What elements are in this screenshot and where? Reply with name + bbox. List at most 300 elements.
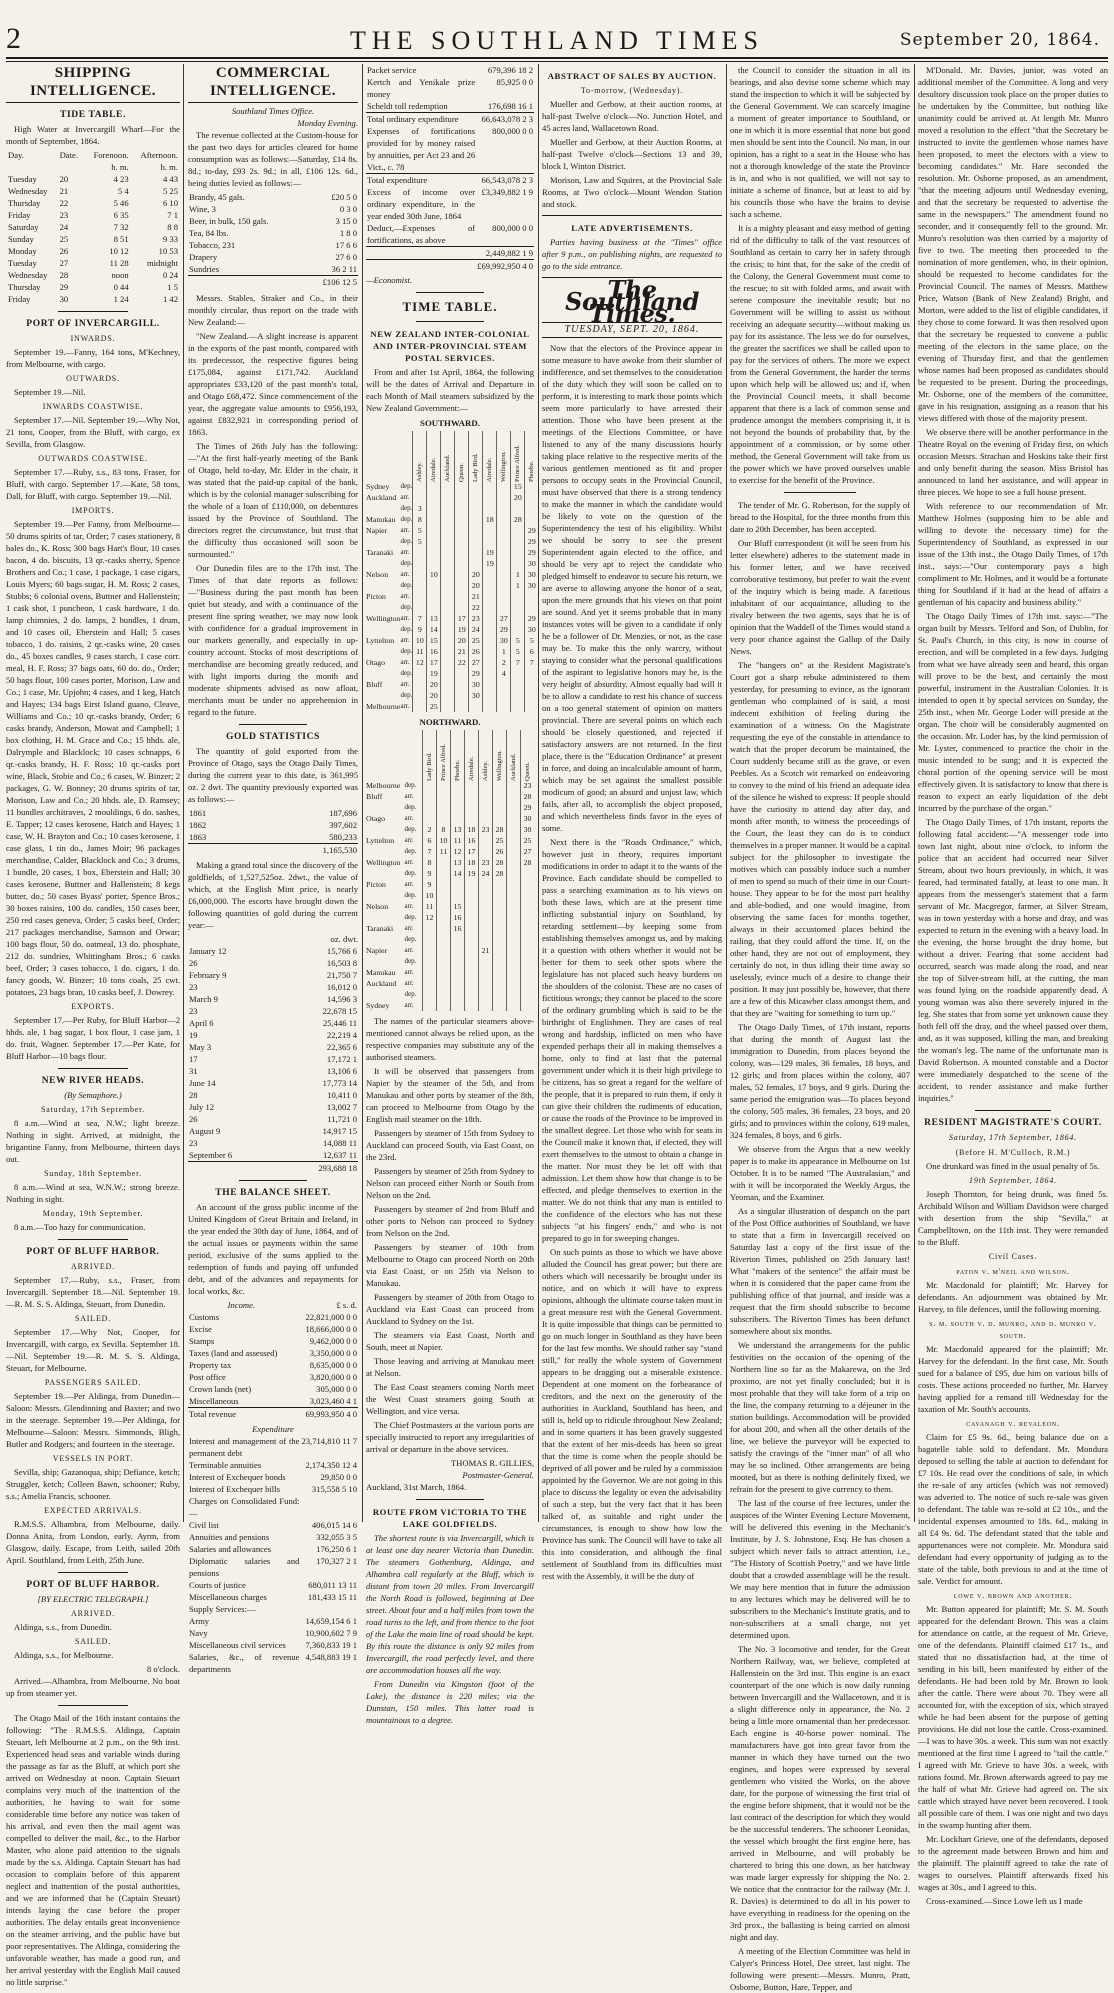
grand-total-row [366, 260, 534, 273]
timetable-day [413, 580, 427, 591]
timetable-day: 25 [469, 635, 483, 646]
escort-row-amount: 14,596 3 [326, 994, 357, 1004]
blank-cell [366, 247, 476, 260]
timetable-arr-dep: dep. [400, 691, 413, 699]
timetable-day [451, 813, 465, 824]
steamer-name-header [497, 431, 511, 481]
dunedin-text: Our Dunedin files are to the 17th inst. The Times of that date reports as follows:—"Business during the past month has been quiet but steady, and with a continuance of the present fine spring weather, we may now look with confidence for a gradual improvement in our markets generally, and especially in up-country account. Stocks of most descriptions of merchandise are becoming greatly reduced, and with light imports during the month and moderate shipments advised as now afloat, merchants must be under no apprehension in regard to the future. [188, 563, 358, 717]
expenditure-row-amount [300, 1603, 358, 1615]
timetable-day [497, 580, 511, 591]
balance-value: 2,449,882 1 9 [476, 247, 534, 260]
column-divider [183, 64, 184, 1522]
monday-heading: Monday, 19th September. [42, 1209, 144, 1218]
route-text: The shortest route is via Invercargill, which is at least one day nearer Victoria than Dunedin. The steamers Gothenburg, Aldinga, and Alhambra call regularly at the Bluff, which is distant from town 20 miles. From Invercargill the North Road is followed, beginning at Dee street. About four and a half miles from town the road turns to the left, and from thence to the foot of the Lake the main line of road should be kept. By this route the distance is only 92 miles from Invercargill, the road perfectly level, and there are accommodation houses all the way. [366, 1533, 534, 1675]
blank-cell [188, 844, 247, 857]
expenditure-row-label: Miscellaneous charges [189, 1592, 267, 1602]
timetable-port: Sydney [366, 482, 390, 491]
timetable-day [483, 536, 497, 547]
income-row [188, 1335, 358, 1347]
timetable-day [423, 923, 437, 934]
timetable-day [441, 690, 455, 701]
gold-year-row [188, 831, 358, 844]
timetable-row [366, 536, 538, 547]
timetable-day [437, 945, 451, 956]
timetable-day [441, 624, 455, 635]
tide-row [6, 173, 180, 185]
gold-year-row-label: 1863 [189, 832, 207, 842]
tide-rows [6, 173, 180, 305]
timetable-day [451, 978, 465, 989]
timetable-day [525, 602, 539, 613]
expected-text: R.M.S.S. Alhambra, from Melbourne, daily. Donna Anita, from London, early. Ayrm, from Glasgow, daily. Escape, from Leith, sailed 20th April. Southland, from Leith, 25th June. [6, 1519, 180, 1565]
timetable-day [507, 890, 521, 901]
timetable-day [465, 956, 479, 967]
timetable-day [493, 780, 507, 791]
timetable-day [479, 934, 493, 945]
tide-cell: 0 44 [113, 282, 129, 292]
timetable-port: Melbourne [366, 781, 401, 790]
timetable-day [511, 690, 525, 701]
timetable-day [507, 857, 521, 868]
gold-year-row [188, 807, 358, 819]
telegraph-note: [BY ELECTRIC TELEGRAPH.] [37, 1594, 149, 1604]
timetable-day [511, 701, 525, 712]
timetable-day: 17 [455, 613, 469, 624]
timetable-note: The Chief Postmasters at the various ports are specially instructed to report any irregularities of arrival or departure in the above services. [366, 1420, 534, 1454]
timetable-day: 26 [469, 646, 483, 657]
timetable-day [507, 846, 521, 857]
timetable-day [469, 492, 483, 503]
timetable-day [451, 879, 465, 890]
escort-row-amount: 14,917 15 [322, 1126, 357, 1136]
timetable-day [521, 956, 535, 967]
excess-label: Excess of income over ordinary expenditure, in the year ended 30th June, 1864 [367, 187, 476, 221]
timetable-note: Passengers by steamer of 10th from Melbourne to Otago can proceed North on 20th via East Coast, or on 25th via Nelson to Manukau. [366, 1242, 534, 1288]
timetable-day: 2 [497, 657, 511, 668]
timetable-day: 18 [465, 857, 479, 868]
income-row [188, 1347, 358, 1359]
escort-row-amount: 22,678 15 [322, 1006, 357, 1016]
timetable-row [366, 868, 534, 879]
timetable-day [511, 547, 525, 558]
timetable-day [483, 613, 497, 624]
income-row-label: Crown lands (net) [189, 1384, 252, 1394]
timetable-day [511, 679, 525, 690]
steamer-name: Auckland. [444, 454, 452, 482]
timetable-day: 23 [479, 857, 493, 868]
escort-row [188, 1101, 358, 1113]
timetable-day [507, 978, 521, 989]
tide-row [6, 221, 180, 233]
income-row [188, 1323, 358, 1335]
income-row [188, 1311, 358, 1323]
passengers-text: September 19.—Per Aldinga, from Dunedin—Saloon: Messrs. Glendinning and Baxter; and two in the steerage. September 19.—Per Aldinga, for Melbourne—Saloon: Messrs. Simmonds, Bligh, Butler and Rodgers; and fourteen in the steerage. [6, 1391, 180, 1449]
timetable-day: 30 [525, 624, 539, 635]
masthead [0, 0, 1114, 56]
timetable-day [525, 481, 539, 492]
timetable-arr-dep: dep. [400, 581, 413, 589]
steamer-name-header [521, 730, 535, 780]
duty-row [188, 239, 358, 251]
expenditure-row-label: Annuities and pensions [189, 1532, 270, 1542]
timetable-day [465, 967, 479, 978]
timetable-port [366, 558, 400, 569]
northward-heading: NORTHWARD. [419, 717, 481, 727]
timetable-day [525, 591, 539, 602]
grand-total-value: £69,992,950 4 0 [477, 261, 533, 271]
expenditure-row-label: Interest of Exchequer bills [189, 1484, 280, 1494]
timetable-day [521, 868, 535, 879]
steamer-name-header [423, 730, 437, 780]
tide-row [6, 245, 180, 257]
steamer-name-header [427, 431, 441, 481]
fortifications-label: Expenses of fortifications provided for by money raised by annuities, per Act 23 and 26 Vict., c. 78 [367, 126, 476, 172]
escort-row-label: 23 [189, 982, 198, 992]
escort-row-label: July 12 [189, 1102, 215, 1112]
timetable-day: 8 [413, 514, 427, 525]
timetable-row [366, 791, 534, 802]
timetable-arr-dep: arr. [404, 924, 414, 932]
timetable-row [366, 646, 538, 657]
column-divider [726, 64, 727, 1522]
expenditure-row-amount [300, 1495, 358, 1519]
timetable-port: Taranaki [366, 548, 394, 557]
timetable-day: 18 [465, 824, 479, 835]
timetable-arr-dep: arr. [400, 526, 410, 534]
duty-row-label: Sundries [189, 264, 220, 274]
timetable-day [479, 813, 493, 824]
expenditure-continued-table [366, 64, 534, 272]
timetable-day [413, 481, 427, 492]
timetable-day [497, 547, 511, 558]
tide-cell: 25 [59, 234, 69, 244]
expenditure-row-amount: 679,396 18 2 [487, 65, 533, 75]
timetable-day: 7 [423, 846, 437, 857]
duties-total-row [188, 276, 358, 289]
timetable-day: 20 [511, 492, 525, 503]
timetable-arr-dep: dep. [400, 504, 413, 512]
income-units: £ s. d. [336, 1300, 357, 1310]
news-item: With reference to our recommendation of Mr. Matthew Holmes (supposing him to be able and willing to devote the necessary time) for the Superintendency of Southland, as expressed in our issue of the 13th inst., the Otago Daily Times, of 17th inst., says:—"Our contemporary pays a high compliment to Mr. Holmes, and it would be a fortunate thing for Southland if it had at the head of affairs a gentleman of his capacity and business ability." [918, 501, 1108, 607]
gold-total-row [188, 844, 358, 857]
timetable-day: 27 [469, 657, 483, 668]
steamer-name: Prince Alfred. [440, 744, 447, 781]
timetable-port [366, 846, 405, 857]
timetable-day: 17 [465, 846, 479, 857]
timetable-port: Sydney [366, 1001, 390, 1010]
timetable-day [507, 912, 521, 923]
late-ads-heading: LATE ADVERTISEMENTS. [571, 223, 693, 233]
expenditure-row-amount: 10,900,602 7 9 [305, 1628, 357, 1638]
steamer-name-header [507, 730, 521, 780]
timetable-day: 23 [479, 824, 493, 835]
timetable-day [483, 701, 497, 712]
timetable-day: 16 [451, 912, 465, 923]
income-table [188, 1299, 358, 1420]
expenditure-row-label: Supply Services:— [189, 1604, 256, 1614]
duty-row-label: Brandy, 45 gals. [189, 192, 245, 202]
timetable-day [493, 813, 507, 824]
escort-row [188, 1005, 358, 1017]
expenditure-row-amount: 181,433 15 11 [307, 1592, 357, 1602]
timetable-day: 26 [493, 846, 507, 857]
timetable-day [483, 624, 497, 635]
timetable-day [507, 923, 521, 934]
timetable-day: 24 [479, 868, 493, 879]
tide-unit [6, 161, 58, 173]
timetable-day [465, 813, 479, 824]
escort-row-label: June 14 [189, 1078, 216, 1088]
timetable-row [366, 657, 538, 668]
sailed-heading: SAILED. [74, 1314, 112, 1323]
timetable-row [366, 967, 534, 978]
timetable-day: 28 [493, 824, 507, 835]
timetable-port: Picton [366, 592, 386, 601]
timetable-day [455, 668, 469, 679]
timetable-day [525, 679, 539, 690]
timetable-day: 27 [497, 613, 511, 624]
expenditure-row-label: Salaries, &c., of revenue departments [189, 1652, 300, 1674]
tide-cell: 9 33 [162, 234, 178, 244]
tide-row [6, 209, 180, 221]
port-bluff-heading-2: PORT OF BLUFF HARBOR. [26, 1580, 160, 1590]
timetable-day [413, 701, 427, 712]
timetable-port: Auckland [366, 979, 397, 988]
timetable-day [413, 569, 427, 580]
expenditure-row [188, 1531, 358, 1543]
timetable-day [437, 1000, 451, 1011]
timetable-day [437, 912, 451, 923]
timetable-day [511, 503, 525, 514]
timetable-row [366, 701, 538, 712]
timetable-day [525, 701, 539, 712]
timetable-day [437, 923, 451, 934]
timetable-day [525, 690, 539, 701]
timetable-row [366, 978, 534, 989]
timetable-day [493, 879, 507, 890]
timetable-day [483, 492, 497, 503]
timetable-day [507, 989, 521, 1000]
steamer-name: Auckland. [510, 753, 517, 781]
news-item: Our Bluff correspondent (it will be seen from his letter elsewhere) adheres to the statement made in his former letter, and we have received corroborative testimony, but prefer to wait the event of the inquiry which is being made. A facetious inhabitant of our acquaintance, alluding to the rivalry between the two agents, says that he is of opinion that the Waddell of the Times would stand a very poor chance against the Gallup of the Daily News. [730, 538, 910, 656]
divider [416, 321, 483, 322]
steamer-name: Lady Bird. [472, 453, 480, 482]
timetable-day [497, 492, 511, 503]
timetable-day [497, 536, 511, 547]
leader-paragraph: Next there is the "Roads Ordinance," which, however just in theory, requires important modifications in order to adapt it to the wants of the Province. Each candidate should be compelled to pass a searching examination as to his views on both these laws, which are at the present time inflicting substantial injury on Southland, by retarding settlement—by keeping some from establishing themselves amongst us, and by making it a question with others whether it would not be better for them to seek other spots where the legislature has not placed such heavy burdens on the shoulders of the colonist. These are no cases of fictitious wrongs; they cannot be placed to the score of the ordinary grumbling which is said to be the birthright of Englishmen. They are cases of real wrong and hardship, inflicted on men who have expended perhaps their all in making themselves a home, only to find at last that the paternal government under which it is their high privilege to be citizens, has so great a regard for the welfare of the people, that it is prepared to ruin them, if only it can give their children the rudiments of education, or cause the roads of the Province to be improved in the smallest degree. Let those who wish for seats in the Council make it known that, if elected, they will exert themselves to the utmost to obtain a change in the matter. Nor must they be let off with that admission. Let them show how that change is to be effected, and pledge themselves to exertion in the matter. We do not think that any man is entitled to the confidence of the electors who has not these subjects "at his fingers' ends," and who is not prepared to go in for sweeping changes. [542, 837, 722, 1243]
timetable-day [413, 668, 427, 679]
duty-row [188, 191, 358, 203]
timetable-day [493, 802, 507, 813]
timetable-day [483, 591, 497, 602]
timetable-day [521, 901, 535, 912]
timetable-day [511, 602, 525, 613]
income-row-label: Post office [189, 1372, 226, 1382]
deduct-label: Deduct,—Expenses of fortifications, as above [367, 223, 476, 245]
income-row-label: Miscellaneous [189, 1396, 239, 1406]
timetable-arr-dep: dep. [400, 559, 413, 567]
timetable-day: 30 [497, 635, 511, 646]
column-court [918, 64, 1108, 1906]
timetable-day: 13 [451, 857, 465, 868]
court-text: Joseph Thornton, for being drunk, was fined 5s. Archibald Wilson and William Davidson were charged with desertion from the ship "Sevilla," at Campbelltown, on the 11th inst. They were remanded to the Bluff. [918, 1189, 1108, 1247]
total-ordinary-row [366, 113, 534, 126]
timetable-day [441, 547, 455, 558]
escort-row [188, 1113, 358, 1125]
timetable-day [437, 956, 451, 967]
timetable-day [521, 934, 535, 945]
timetable-day [507, 835, 521, 846]
escort-row [188, 1137, 358, 1149]
otago-mail-text: The Otago Mail of the 16th instant contains the following: "The R.M.S.S. Aldinga, Captain Steuart, left Melbourne at 2 p.m., on the 9th inst. Experienced head seas and variable winds during the passage as far as the Bluff, at which port she arrived on Wednesday at noon. Captain Steuart complains very much of the inattention of the authorities, he having to wait for some considerable time before any notice was taken of his arrival, and even then the mail agent was compelled to deliver the mail, &c., to the Harbor Master, who alone paid attention to the signals made by the s.s. Aldinga. Captain Steuart has had occasion to complain before of this apparent neglect and inattention of the postal authorities, and we are informed that he (Captain Steuart) intends laying the case before the proper authorities. The delay entails great inconvenience on the steamer arriving, and the public have but poor representatives. The Aldinga, considering the unfavorable weather, has made a good run, and her arrival yesterday with the English Mail caused no little surprise." [6, 1713, 180, 1987]
timetable-day [497, 569, 511, 580]
tide-cell: 28 [59, 270, 69, 280]
timetable-day [427, 492, 441, 503]
timetable-day: 25 [521, 835, 535, 846]
monday-text: 8 a.m.—Too hazy for communication. [14, 1222, 146, 1232]
gold-text: Making a grand total since the discovery of the goldfields, of 1,527,525oz. 2dwt., the value of which, at the English Mint price, is nearly £6,000,000. The escorts have brought down the following quantities of gold during the current year:— [188, 860, 358, 930]
timetable-day: 20 [455, 635, 469, 646]
column-divider [914, 64, 915, 1522]
timetable-day: 6 [423, 835, 437, 846]
total-ordinary-value: 66,643,078 2 3 [476, 113, 534, 126]
tide-row [6, 185, 180, 197]
expenditure-row [188, 1519, 358, 1531]
expenditure-row-label: Salaries and allowances [189, 1544, 272, 1554]
duty-row [188, 203, 358, 215]
timetable-day [455, 536, 469, 547]
income-row-label: Stamps [189, 1336, 215, 1346]
timetable-day [437, 901, 451, 912]
escort-row [188, 993, 358, 1005]
timetable-day [455, 481, 469, 492]
sunday-heading: Sunday, 18th September. [44, 1169, 142, 1178]
timetable-day [479, 780, 493, 791]
timetable-day [427, 602, 441, 613]
timetable-arr-dep: dep. [400, 669, 413, 677]
timetable-arr-dep: arr. [404, 836, 414, 844]
timetable-port [366, 668, 400, 679]
escort-row [188, 1017, 358, 1029]
case-title: s. m. south v. d. munro, and d. munro v. south. [929, 1319, 1097, 1340]
escort-row-label: 26 [189, 1114, 198, 1124]
expenditure-row [188, 1591, 358, 1603]
southward-table [366, 431, 538, 712]
blank-header [366, 431, 413, 481]
imports-text: September 19.—Per Fanny, from Melbourne—50 drums spirits of tar, Order; 7 cases stationery, 8 bales do., K. Ross; 300 bags Hart's flour, 10 cases bacon, 4 do. biscuits, 13 qr.-casks sherry, Spence Brothers and Co.; 1 case, 1 package, 1 case cigars, Louis Myers; 60 bags sugar, H. M. Ross; 2 cases, Stubbs; 6 colonial ovens, Buttner and Hallenstein; 1 cask shot, 1 puncheon, 1 cask hardware, 1 do. lamp chimnies, 2 do. lamps, 2 bundles, 1 drum, and 10 cases oil, Eberstein and Hall; 5 cases tobacco, 1 do. raisins, 2 qr.-casks wine, 20 cases do., 45 boxes candles, 9 cases starch, 1 case corr. meal, H. F. Ross; 37 bags oats, 60 do. do., Order; 50 bags flour, 100 cases porter, Morison, Law and Co.; 1 case, Mr. Upjohn; 4 cases, and 1 keg, Hatch and Hayes; 134 bags Eirst Island guano, Cleave, Williams and Co.; 10 qr.-casks brandy, Order; 6 casks brandy, Anderson, Mowat and Campbell; 1 box clothing, H. M. Grace and Co.; 15 hhds. ale, Dalrymple and Blacklock; 10 cases schnapps, 6 qr.-casks brandy, H. F. Ross; 10 qr.-casks port wine, Black, Stobie and Co.; 6 cases, W. Binzer; 2 packages, G. W. Bonney; 20 drums spirits of tar, Morison, Law and Co.; 20 hhds. ale, D. Ramsey; 11 bundles architraves, 2 mouldings, 6 do. sashes, E. Tapper; 12 cases kerosene, Hatch and Hayes; 1 case, W. H. Brayton and Co.; 10 cases kerosene, 1 case glass, 1 tin do., James Moir; 96 packages merchandise, Calder, Blacklock and Co.; 3 drums, 1 bundle, 20 cases, 1 box, Eberstein and Hall; 30 cases kerosene, Buttner and Hallenstein; 8 kegs butter, do.; 50 cases Byass' porter, Spence Bros.; 30 boxes raisins, 100 do. candles, 150 cases beer, 250 red cases geneva, Order; 5 casks beef, Order; 217 packages merchandise, Samson and Orwar; 100 bags flour, 50 do. oatmeal, 13 do. phosphate, 212 do. sundries, Whittingham Bros.; 6 casks beef, Order; 3 cases tobacco, 1 do. cigars, 1 do. fancy goods, W. Binzer; 10 tons coals, 25 cwt. potatoes, 23 bags bran, 10 casks beef, J. Dowrey. [6, 519, 180, 997]
expenditure-row-amount: 332,055 3 5 [316, 1532, 357, 1542]
escort-row-amount: 16,503 8 [326, 958, 357, 968]
timetable-port [366, 989, 405, 1000]
timetable-day [465, 923, 479, 934]
divider [975, 1110, 1051, 1111]
income-row [188, 1395, 358, 1408]
timetable-day: 23 [469, 613, 483, 624]
timetable-day [413, 547, 427, 558]
timetable-day [507, 791, 521, 802]
steamer-name-header [469, 431, 483, 481]
timetable-day [465, 879, 479, 890]
tide-cell: Saturday [8, 222, 39, 232]
timetable-day [465, 890, 479, 901]
fortifications-value: 800,000 0 0 [492, 126, 533, 136]
timetable-day [451, 780, 465, 791]
timetable-day [451, 945, 465, 956]
timetable-day: 5 [525, 635, 539, 646]
timetable-day [521, 879, 535, 890]
timetable-day [483, 525, 497, 536]
timetable-row [366, 956, 534, 967]
tide-cell: 1 42 [162, 294, 178, 304]
timetable-day: 11 [423, 901, 437, 912]
escort-row [188, 981, 358, 993]
timetable-day: 21 [455, 646, 469, 657]
tide-col-forenoon: Forenoon. [93, 150, 129, 160]
timetable-day [483, 657, 497, 668]
expenditure-row-amount: 7,360,833 19 1 [305, 1640, 357, 1650]
timetable-day [451, 967, 465, 978]
tide-cell: 26 [59, 246, 69, 256]
timetable-arr-dep: dep. [404, 825, 417, 833]
income-row-amount: 8,635,000 0 0 [309, 1360, 357, 1370]
timetable-day [483, 690, 497, 701]
timetable-day [441, 525, 455, 536]
timetable-day: 25 [493, 835, 507, 846]
expenditure-row [188, 1435, 358, 1459]
exports-text: September 17.—Per Ruby, for Bluff Harbor—2 hhds. ale, 1 bag sugar, 1 box flour, 1 case jam, 1 do. fruit, Wagner. September 17.—Per Kate, for Bluff Harbor—10 bags flour. [6, 1015, 180, 1061]
escorts-total: 293,688 18 [277, 1162, 358, 1175]
income-row-amount: 3,820,000 0 0 [309, 1372, 357, 1382]
timetable-arr-dep: arr. [400, 592, 410, 600]
timetable-row [366, 912, 534, 923]
duty-row-label: Beer, in bulk, 150 gals. [189, 216, 269, 226]
timetable-day [493, 934, 507, 945]
timetable-row [366, 989, 534, 1000]
gold-year-row-amount: 580,233 [329, 832, 357, 842]
steamer-name: Airedale. [486, 457, 494, 482]
escort-row [188, 1065, 358, 1077]
tide-row [6, 293, 180, 305]
timetable-day [413, 690, 427, 701]
expenditure-row-amount: 315,558 5 10 [311, 1484, 357, 1494]
income-row-amount: 3,350,000 0 0 [309, 1348, 357, 1358]
timetable-day [465, 989, 479, 1000]
timetable-day [455, 492, 469, 503]
income-row-amount: 18,666,000 0 0 [305, 1324, 357, 1334]
timetable-arr-dep: arr. [400, 636, 410, 644]
tide-cell: Wednesday [8, 186, 48, 196]
divider [239, 724, 307, 725]
income-row-amount: 22,821,000 0 0 [305, 1312, 357, 1322]
timetable-notes [366, 1015, 534, 1455]
escort-row [188, 969, 358, 981]
expenditure-row [188, 1627, 358, 1639]
timetable-port [366, 624, 400, 635]
column-commercial [188, 64, 358, 1674]
timetable-day [479, 978, 493, 989]
timetable-day: 15 [451, 901, 465, 912]
nz-intro: From and after 1st April, 1864, the following will be the dates of Arrival and Departure in each Month of Mail steamers subsidized by the New Zealand Government:— [366, 367, 534, 413]
timetable-day [507, 956, 521, 967]
timetable-day [455, 503, 469, 514]
timetable-day [483, 668, 497, 679]
sale-item: Mueller and Gerbow, at their Auction Rooms, at half-past Twelve o'clock—Sections 13 and 39, block I, Winton District. [542, 137, 722, 171]
timetable-day [521, 923, 535, 934]
timetable-arr-dep: arr. [404, 880, 414, 888]
timetable-day [525, 492, 539, 503]
saturday-text: 8 a.m.—Wind at sea, N.W.; light breeze. Nothing in sight. Arrived, at midnight, the brigantine Fanny, from Melbourne, thirteen days out. [6, 1118, 180, 1164]
duty-row-amount: 3 15 0 [335, 216, 357, 226]
